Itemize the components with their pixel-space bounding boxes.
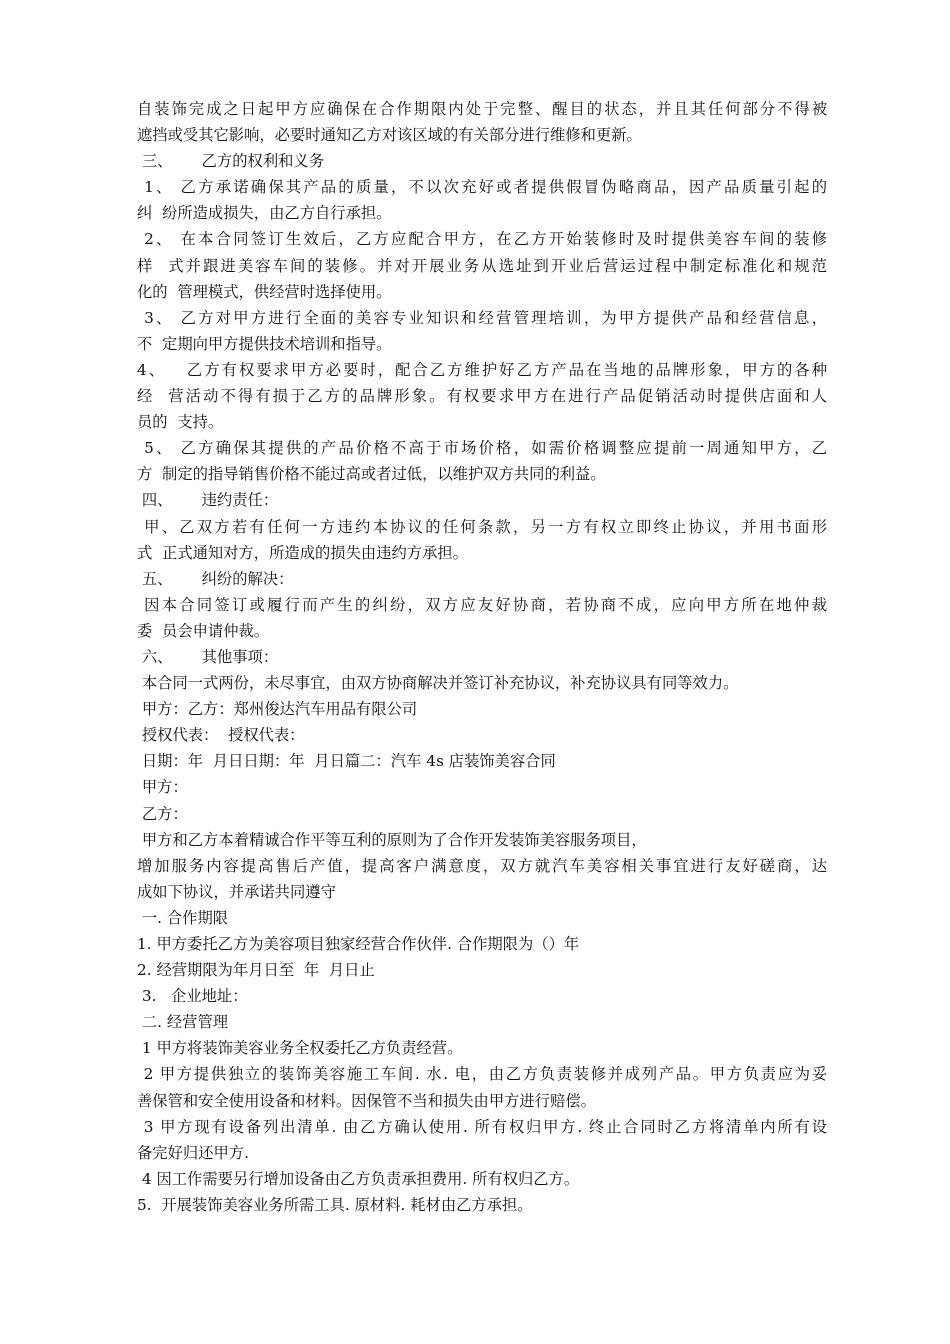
text-line: 乙方： — [137, 804, 188, 823]
text-line: 二. 经营管理 — [137, 1013, 229, 1032]
text-line: 化的 管理模式，供经营时选择使用。 — [137, 282, 392, 301]
text-line: 纠 纷所造成损失，由乙方自行承担。 — [137, 204, 392, 223]
text-line: 授权代表： 授权代表： — [137, 726, 305, 745]
text-line: 日期：年 月日日期：年 月日篇二：汽车 4s 店装饰美容合同 — [137, 752, 556, 771]
text-line: 1 甲方将装饰美容业务全权委托乙方负责经营。 — [137, 1039, 463, 1058]
text-line: 5、 乙方确保其提供的产品价格不高于市场价格，如需价格调整应提前一周通知甲方，乙 — [137, 439, 827, 458]
text-line: 3 甲方现有设备列出清单. 由乙方确认使用. 所有权归甲方. 终止合同时乙方将清单内所有设 — [137, 1117, 827, 1136]
text-line: 不 定期向甲方提供技术培训和指导。 — [137, 334, 392, 353]
text-line: 三、 乙方的权利和义务 — [137, 152, 325, 171]
text-line: 1. 甲方委托乙方为美容项目独家经营合作伙伴. 合作期限为（）年 — [137, 935, 580, 953]
text-line: 2. 经营期限为年月日至 年 月日止 — [137, 961, 375, 980]
text-line: 5. 开展装饰美容业务所需工具. 原材料. 耗材由乙方承担。 — [137, 1195, 533, 1214]
text-line: 1、 乙方承诺确保其产品的质量，不以次充好或者提供假冒伪略商品，因产品质量引起的 — [137, 178, 827, 197]
text-line: 一. 合作期限 — [137, 908, 229, 927]
text-line: 2 甲方提供独立的装饰美容施工车间. 水. 电，由乙方负责装修并成列产品。甲方负责应为妥 — [137, 1065, 827, 1084]
text-line: 六、 其他事项： — [137, 647, 279, 666]
text-line: 四、 违约责任： — [137, 491, 279, 510]
text-line: 甲方：乙方：郑州俊达汽车用品有限公司 — [137, 700, 418, 719]
text-line: 增加服务内容提高售后产值，提高客户满意度，双方就汽车美容相关事宜进行友好磋商，达 — [137, 856, 827, 875]
text-line: 方 制定的指导销售价格不能过高或者过低，以维护双方共同的利益。 — [137, 465, 606, 484]
text-line: 2、 在本合同签订生效后，乙方应配合甲方，在乙方开始装修时及时提供美容车间的装修 — [137, 230, 827, 249]
text-line: 式 正式通知对方，所造成的损失由违约方承担。 — [137, 543, 468, 562]
text-line: 备完好归还甲方. — [137, 1143, 249, 1162]
text-line: 成如下协议，并承诺共同遵守 — [137, 882, 336, 901]
text-line: 甲、乙双方若有任何一方违约本协议的任何条款，另一方有权立即终止协议，并用书面形 — [137, 517, 827, 536]
text-line: 员的 支持。 — [137, 413, 224, 432]
text-line: 五、 纠纷的解决： — [137, 569, 294, 588]
text-line: 遮挡或受其它影响，必要时通知乙方对该区域的有关部分进行维修和更新。 — [137, 126, 642, 145]
document-page — [137, 96, 827, 1218]
text-line: 3、 乙方对甲方进行全面的美容专业知识和经营管理培训，为甲方提供产品和经营信息， — [137, 308, 827, 327]
text-line: 经 营活动不得有损于乙方的品牌形象。有权要求甲方在进行产品促销活动时提供店面和人 — [137, 387, 827, 406]
text-line: 甲方： — [137, 778, 188, 797]
text-line: 4 因工作需要另行增加设备由乙方负责承担费用. 所有权归乙方。 — [137, 1169, 580, 1188]
text-line: 本合同一式两份，未尽事宜，由双方协商解决并签订补充协议，补充协议具有同等效力。 — [137, 674, 739, 693]
text-line: 自装饰完成之日起甲方应确保在合作期限内处于完整、醒目的状态，并且其任何部分不得被 — [137, 100, 827, 118]
text-line: 善保管和安全使用设备和材料。因保管不当和损失由甲方进行赔偿。 — [137, 1091, 596, 1110]
text-line: 样 式并跟进美容车间的装修。并对开展业务从选址到开业后营运过程中制定标准化和规范 — [137, 256, 827, 275]
text-line: 委 员会申请仲裁。 — [137, 621, 270, 640]
text-line: 甲方和乙方本着精诚合作平等互利的原则为了合作开发装饰美容服务项目， — [137, 830, 647, 849]
text-line: 3. 企业地址： — [137, 987, 248, 1006]
text-line: 4、 乙方有权要求甲方必要时，配合乙方维护好乙方产品在当地的品牌形象，甲方的各种 — [137, 360, 827, 379]
text-line: 因本合同签订或履行而产生的纠纷，双方应友好协商，若协商不成，应向甲方所在地仲裁 — [137, 595, 827, 614]
